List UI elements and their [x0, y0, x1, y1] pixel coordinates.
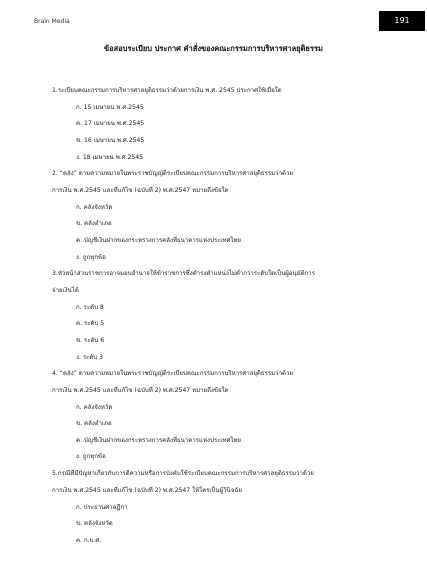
question-1-option-3: ข. 16 เมษายน พ.ศ.2545: [76, 136, 145, 144]
question-3-option-2: ค. ระดับ 5: [76, 320, 105, 328]
question-3-option-1: ก. ระดับ 8: [76, 303, 104, 311]
question-5-line-1: 5.กรณีที่มีปัญหาเกี่ยวกับการตีความหรือการบังคับใช้ระเบียบคณะกรรมการบริหารศาลยุติธรรมว่าด้วย: [52, 470, 314, 478]
question-4-option-3: ค. บัญชีเงินฝากของกระทรวงการคลังที่ธนาคารแห่งประเทศไทย: [76, 436, 241, 444]
question-3-option-3: ข. ระดับ 6: [76, 336, 105, 344]
question-1-option-4: ง. 18 เมษายน พ.ศ.2545: [76, 153, 144, 161]
question-2-option-4: ง. ถูกทุกข้อ: [76, 253, 106, 261]
question-list: [52, 83, 382, 549]
question-3-line-1: 3.หัวหน้าส่วนราชการอาจมอบอำนาจให้ข้าราชการซึ่งดำรงตำแหน่งไม่ต่ำกว่าระดับใดเป็นผู้อนุมัติการ: [52, 270, 315, 278]
page-title: ข้อสอบระเบียบ ประกาศ คำสั่งของคณะกรรมการบริหารศาลยุติธรรม: [103, 44, 324, 53]
question-4-option-4: ง. ถูกทุกข้อ: [76, 453, 106, 461]
question-5-line-2: การเงิน พ.ศ.2545 และที่แก้ไข (ฉบับที่ 2) พ.ศ.2547 ให้ใครเป็นผู้วินิจฉัย: [52, 486, 242, 494]
question-2-line-1: 2. “คลัง” ตามความหมายในพระราชบัญญัติระเบียบคณะกรรมการบริหารศาลยุติธรรมว่าด้วย: [52, 170, 293, 178]
brand-name: Brain Media: [34, 18, 70, 25]
page-number-badge: 191: [379, 11, 425, 31]
question-5-option-3: ค. ก.บ.ศ.: [76, 536, 102, 544]
question-5-option-1: ก. ประธานศาลฎีกา: [76, 503, 128, 511]
question-4-line-1: 4. “คลัง” ตามความหมายในพระราชบัญญัติระเบียบคณะกรรมการบริหารศาลยุติธรรมว่าด้วย: [52, 370, 293, 378]
question-3-option-4: ง. ระดับ 3: [76, 353, 104, 361]
question-5-option-2: ข. คลังจังหวัด: [76, 520, 113, 528]
question-4-line-2: การเงิน พ.ศ.2545 และที่แก้ไข (ฉบับที่ 2) พ.ศ.2547 หมายถึงข้อใด: [52, 386, 229, 394]
question-1-line-1: 1.ระเบียบคณะกรรมการบริหารศาลยุติธรรมว่าด้วยการเงิน พ.ศ. 2545 ประกาศใช้เมื่อใด: [52, 87, 282, 94]
question-4-option-2: ข. คลังอำเภอ: [76, 420, 112, 428]
question-2-option-1: ก. คลังจังหวัด: [76, 203, 113, 211]
question-2-line-2: การเงิน พ.ศ.2545 และที่แก้ไข (ฉบับที่ 2) พ.ศ.2547 หมายถึงข้อใด: [52, 186, 229, 194]
question-3-line-2: จ่ายเงินได้: [52, 286, 79, 294]
question-4-option-1: ก. คลังจังหวัด: [76, 403, 113, 411]
question-2-option-3: ค. บัญชีเงินฝากของกระทรวงการคลังที่ธนาคารแห่งประเทศไทย: [76, 236, 241, 244]
question-1-option-1: ก. 15 เมษายน พ.ศ.2545: [76, 103, 144, 111]
question-1-option-2: ค. 17 เมษายน พ.ศ.2545: [76, 120, 145, 128]
question-2-option-2: ข. คลังอำเภอ: [76, 220, 112, 228]
